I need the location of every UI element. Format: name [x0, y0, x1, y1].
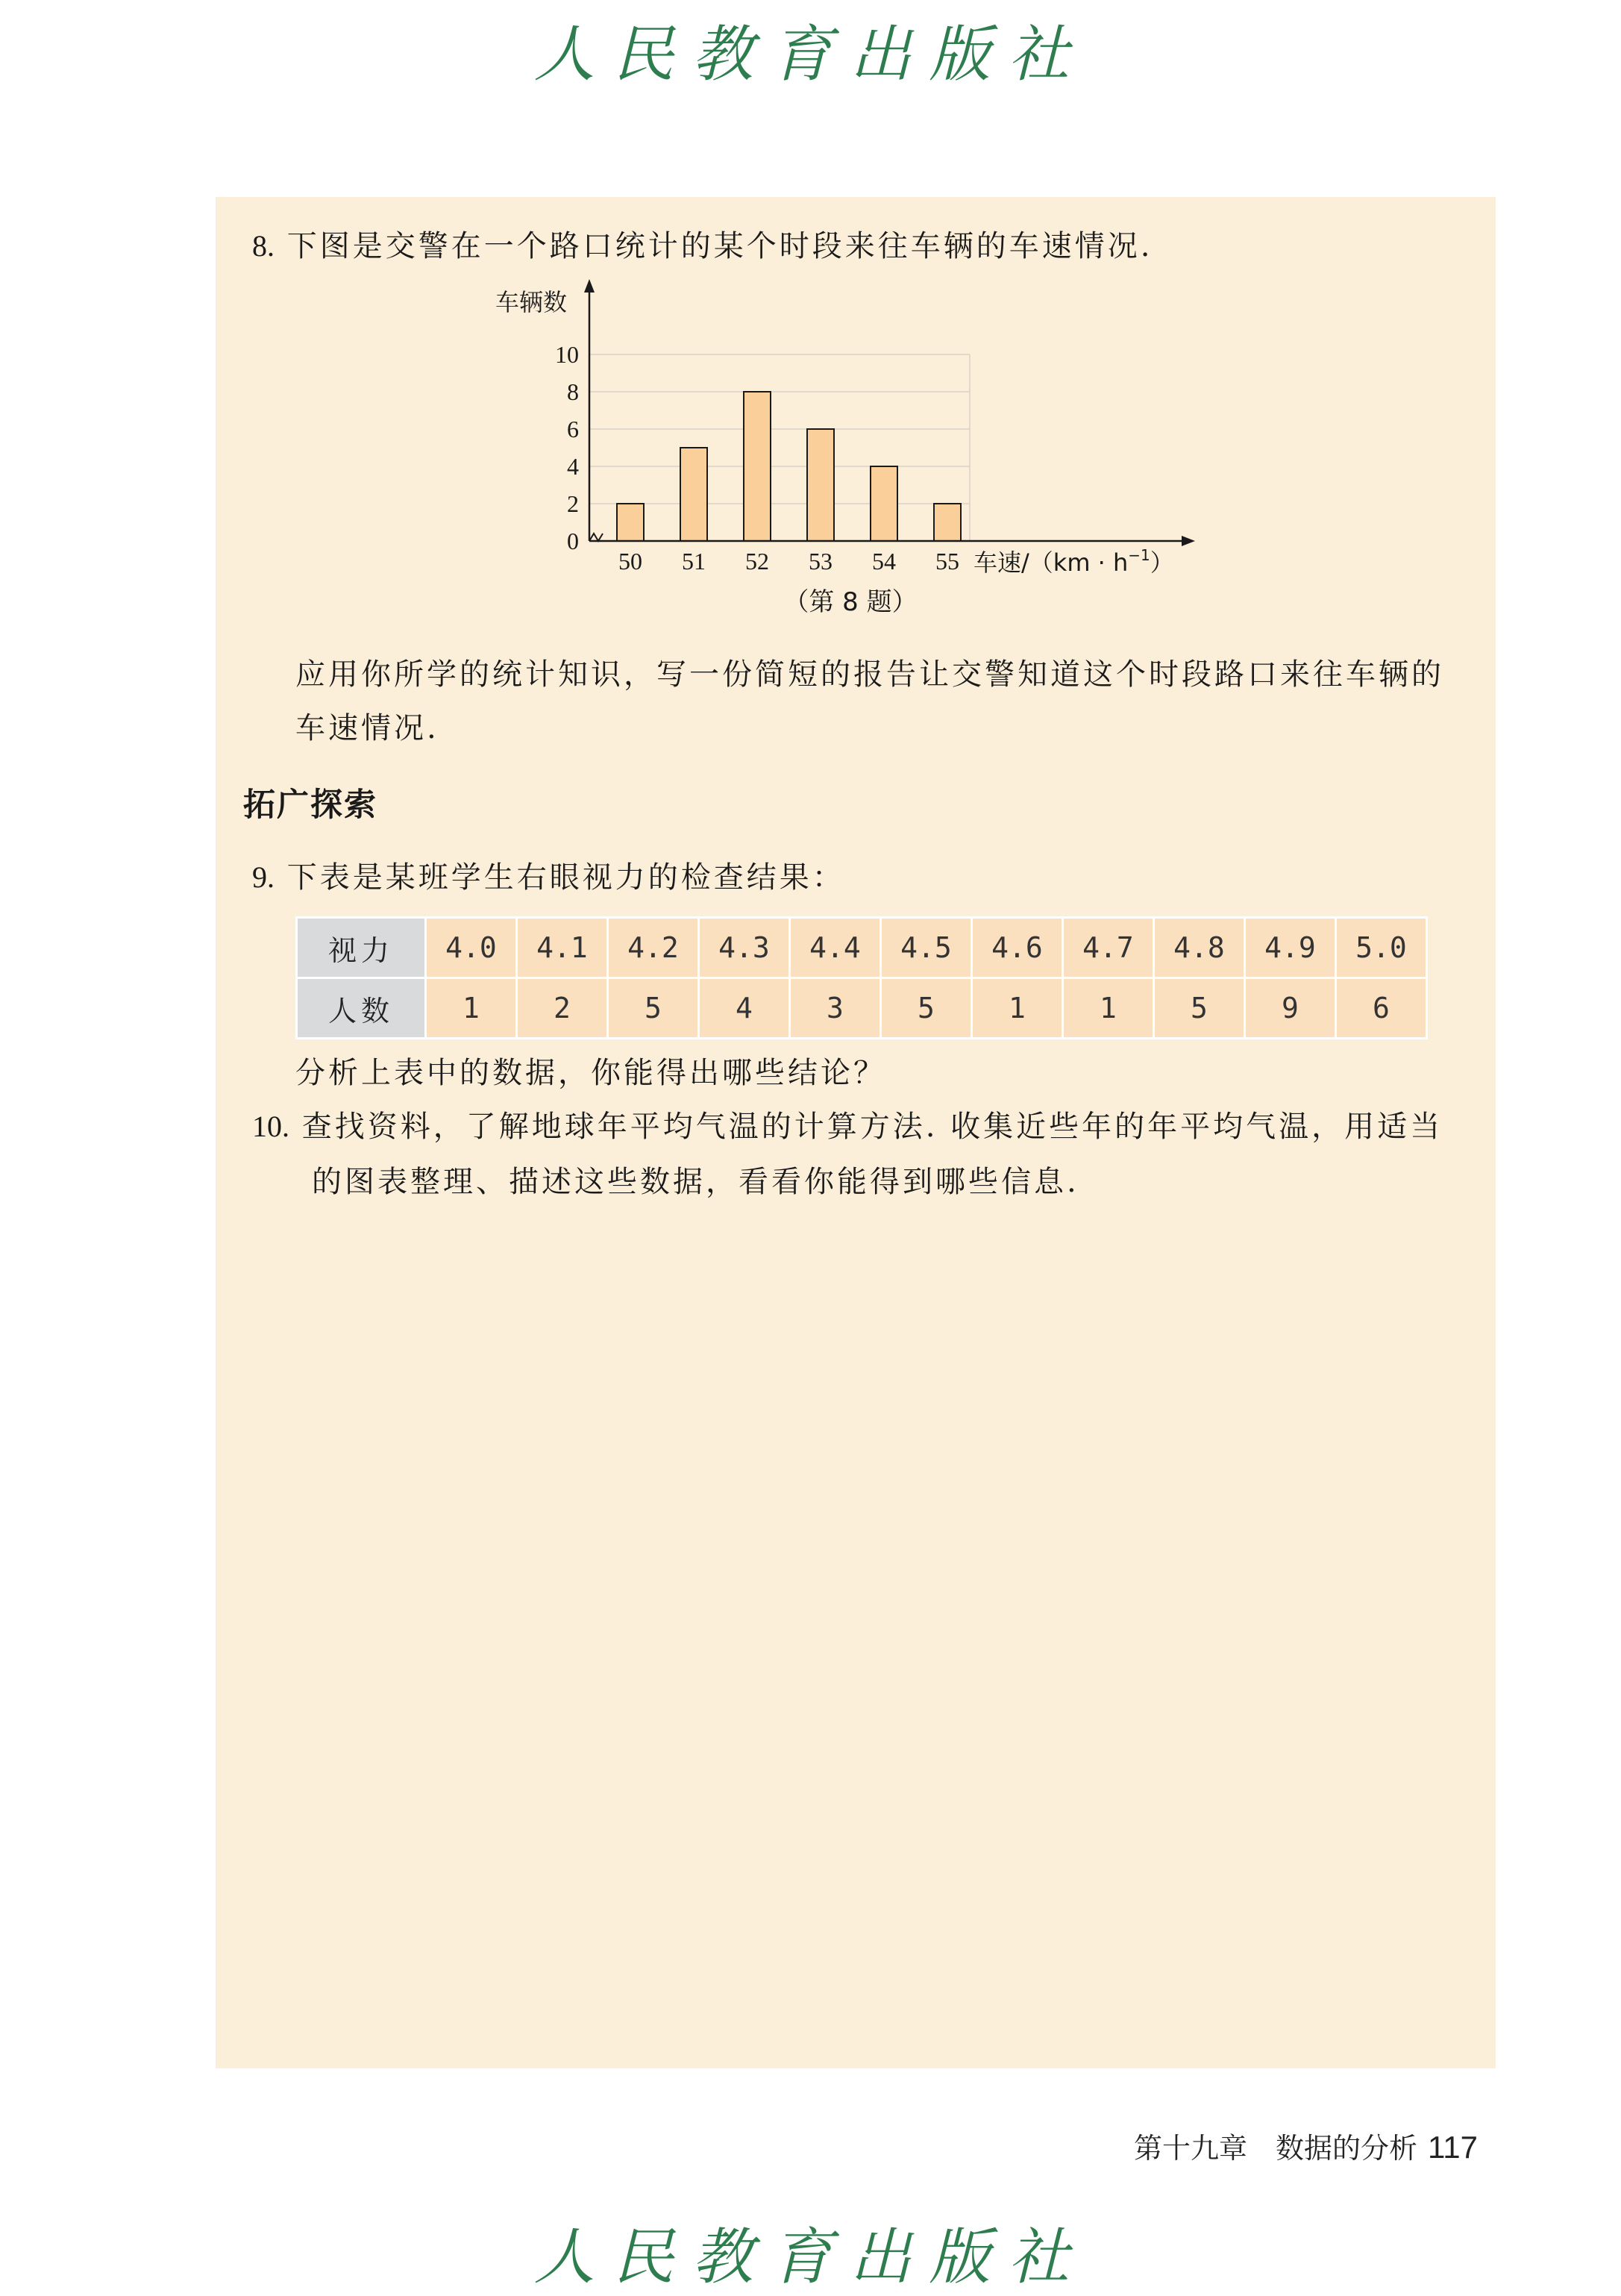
page-footer: [1134, 2125, 1478, 2166]
count-cell: 1: [1063, 978, 1154, 1039]
x-axis-arrow: [1182, 536, 1195, 546]
vision-table: [295, 916, 1428, 1039]
bar-52: [744, 392, 771, 541]
y-tick-label: 6: [567, 416, 579, 442]
vision-cell: 4.6: [972, 918, 1063, 978]
chart-y-ticks: [555, 341, 579, 554]
x-tick-label: 55: [935, 548, 959, 575]
publisher-logo-bottom: 人民教育出版社: [533, 2222, 1088, 2293]
speed-bar-chart: [477, 276, 1223, 619]
count-row-header: 人数: [297, 978, 426, 1039]
vision-row-header: 视力: [297, 918, 426, 978]
count-cell: 2: [517, 978, 608, 1039]
q10-line1: [252, 1106, 1443, 1148]
vision-cell: 4.4: [790, 918, 881, 978]
bar-53: [807, 429, 834, 541]
page-number: 117: [1428, 2130, 1478, 2165]
q9-number: 9.: [252, 860, 275, 894]
chart-x-ticks: [618, 548, 959, 575]
axis-break-mark: [589, 534, 603, 541]
section-title: 拓广探索: [243, 786, 377, 824]
y-tick-label: 8: [567, 378, 579, 405]
q10-line2: 的图表整理、描述这些数据，看看你能得到哪些信息.: [312, 1165, 1079, 1199]
chart-grid: [589, 354, 970, 541]
vision-cell: 4.7: [1063, 918, 1154, 978]
vision-cell: 4.8: [1154, 918, 1245, 978]
chart-caption: （第 8 题）: [783, 587, 918, 617]
count-cell: 9: [1245, 978, 1336, 1039]
q9-text: 下表是某班学生右眼视力的检查结果：: [286, 860, 845, 895]
vision-cell: 4.2: [608, 918, 699, 978]
q8-text: 下图是交警在一个路口统计的某个时段来往车辆的车速情况.: [286, 229, 1153, 263]
vision-row: [297, 918, 1427, 978]
x-tick-label: 52: [745, 548, 769, 575]
q10-number: 10.: [252, 1110, 289, 1143]
x-tick-label: 53: [809, 548, 833, 575]
count-row: [297, 978, 1427, 1039]
y-axis-label: 车辆数: [495, 288, 567, 316]
q9-followup: 分析上表中的数据，你能得出哪些结论？: [295, 1056, 886, 1090]
y-tick-label: 4: [567, 453, 579, 480]
count-cell: 6: [1336, 978, 1427, 1039]
y-axis-arrow: [584, 279, 595, 293]
vision-cell: 4.0: [426, 918, 517, 978]
q10-text-line1: 查找资料，了解地球年平均气温的计算方法. 收集近些年的年平均气温，用适当: [301, 1110, 1443, 1144]
vision-cell: 4.3: [699, 918, 790, 978]
count-cell: 5: [1154, 978, 1245, 1039]
count-cell: 1: [426, 978, 517, 1039]
x-tick-label: 54: [872, 548, 896, 575]
x-axis-label: 车速$/(km \cdot h^{-1})$: [973, 546, 1174, 577]
y-tick-label: 2: [567, 490, 579, 517]
x-tick-label: 50: [618, 548, 642, 575]
count-cell: 3: [790, 978, 881, 1039]
vision-cell: 4.9: [1245, 918, 1336, 978]
count-cell: 4: [699, 978, 790, 1039]
bar-50: [617, 504, 644, 541]
bar-55: [934, 504, 961, 541]
q8-number: 8.: [252, 229, 275, 263]
vision-cell: 5.0: [1336, 918, 1427, 978]
q8-followup-line2: 车速情况.: [295, 711, 439, 745]
q9-line: [252, 857, 845, 898]
publisher-logo-top: 人民教育出版社: [533, 19, 1088, 90]
count-cell: 1: [972, 978, 1063, 1039]
vision-cell: 4.1: [517, 918, 608, 978]
bar-54: [871, 466, 897, 541]
bar-51: [680, 448, 707, 541]
y-tick-label: 0: [567, 528, 579, 554]
x-tick-label: 51: [682, 548, 706, 575]
count-cell: 5: [608, 978, 699, 1039]
y-tick-label: 10: [555, 341, 579, 368]
q8-line: [252, 225, 1153, 267]
chapter-title: 第十九章 数据的分析: [1134, 2132, 1418, 2165]
count-cell: 5: [881, 978, 972, 1039]
q8-followup-line1: 应用你所学的统计知识，写一份简短的报告让交警知道这个时段路口来往车辆的: [295, 657, 1444, 692]
vision-cell: 4.5: [881, 918, 972, 978]
